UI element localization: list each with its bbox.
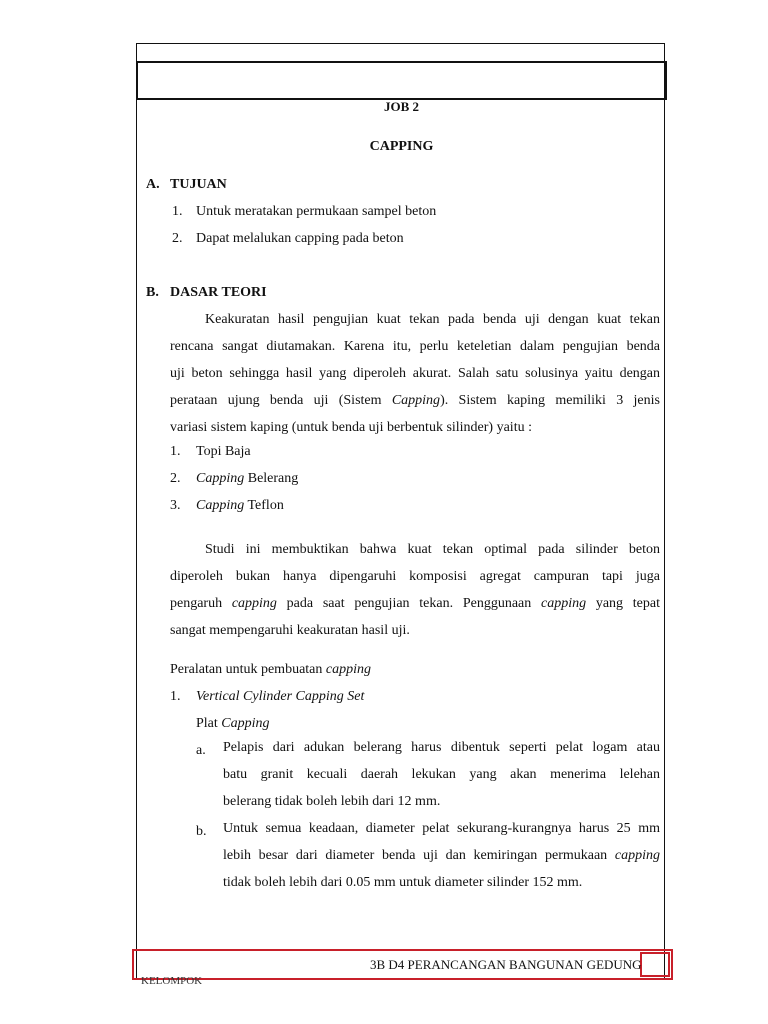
para2-line-3: pengaruh capping pada saat pengujian tekan. Penggunaan capping yang tepat: [170, 596, 660, 611]
section-a-letter: A.: [146, 177, 160, 192]
kaping-num-2: 2.: [170, 471, 181, 486]
header-box: [136, 61, 667, 100]
peralatan-item-1: Vertical Cylinder Capping Set: [196, 689, 365, 704]
job-number: JOB 2: [383, 99, 420, 114]
kaping-num-1: 1.: [170, 444, 181, 459]
sub-item-b: [223, 815, 660, 896]
footer-page-box: [640, 952, 670, 977]
para1-line-2: rencana sangat diutamakan. Karena itu, perlu keteletian dalam pengujian benda: [170, 339, 660, 354]
sub-item-a: [223, 734, 660, 815]
sub-a-line-1: Pelapis dari adukan belerang harus dibentuk seperti pelat logam atau: [223, 740, 660, 755]
page-title: CAPPING: [369, 139, 434, 154]
para2-line-2: diperoleh bukan hanya dipengaruhi komposisi agregat campuran tapi juga: [170, 569, 660, 584]
dasar-teori-paragraph-2: [170, 536, 660, 644]
sub-a-line-2: batu granit kecuali daerah lekukan yang akan menerima lelehan: [223, 767, 660, 782]
sub-letter-a: a.: [196, 743, 206, 758]
para2-line-4: sangat mempengaruhi keakuratan hasil uji.: [170, 623, 410, 638]
tujuan-item-2: Dapat melalukan capping pada beton: [196, 231, 404, 246]
para1-line-1: Keakuratan hasil pengujian kuat tekan pada benda uji dengan kuat tekan: [205, 312, 660, 327]
dasar-teori-paragraph-1: [170, 306, 660, 441]
footer-text: 3B D4 PERANCANGAN BANGUNAN GEDUNG: [370, 957, 642, 972]
tujuan-num-2: 2.: [172, 231, 183, 246]
kaping-num-3: 3.: [170, 498, 181, 513]
sub-b-line-2: lebih besar dari diameter benda uji dan kemiringan permukaan capping: [223, 848, 660, 863]
kaping-item-2: Capping Belerang: [196, 471, 299, 486]
para1-line-5: variasi sistem kaping (untuk benda uji berbentuk silinder) yaitu :: [170, 420, 532, 435]
plat-capping: Plat Capping: [196, 716, 270, 731]
section-b-letter: B.: [146, 285, 159, 300]
para1-line-4: perataan ujung benda uji (Sistem Capping). Sistem kaping memiliki 3 jenis: [170, 393, 660, 408]
kaping-item-3: Capping Teflon: [196, 498, 284, 513]
para1-line-3: uji beton sehingga hasil yang diperoleh akurat. Salah satu solusinya yaitu dengan: [170, 366, 660, 381]
kelompok-label: KELOMPOK: [141, 975, 203, 984]
sub-b-line-1: Untuk semua keadaan, diameter pelat sekurang-kurangnya harus 25 mm: [223, 821, 660, 836]
section-b-heading: DASAR TEORI: [170, 285, 267, 300]
peralatan-intro: Peralatan untuk pembuatan capping: [170, 662, 372, 677]
sub-letter-b: b.: [196, 824, 207, 839]
para2-line-1: Studi ini membuktikan bahwa kuat tekan optimal pada silinder beton: [205, 542, 660, 557]
section-a-heading: TUJUAN: [170, 177, 227, 192]
peralatan-num-1: 1.: [170, 689, 181, 704]
kaping-item-1: Topi Baja: [196, 444, 251, 459]
tujuan-num-1: 1.: [172, 204, 183, 219]
sub-a-line-3: belerang tidak boleh lebih dari 12 mm.: [223, 794, 441, 809]
sub-b-line-3: tidak boleh lebih dari 0.05 mm untuk diameter silinder 152 mm.: [223, 875, 583, 890]
tujuan-item-1: Untuk meratakan permukaan sampel beton: [196, 204, 437, 219]
